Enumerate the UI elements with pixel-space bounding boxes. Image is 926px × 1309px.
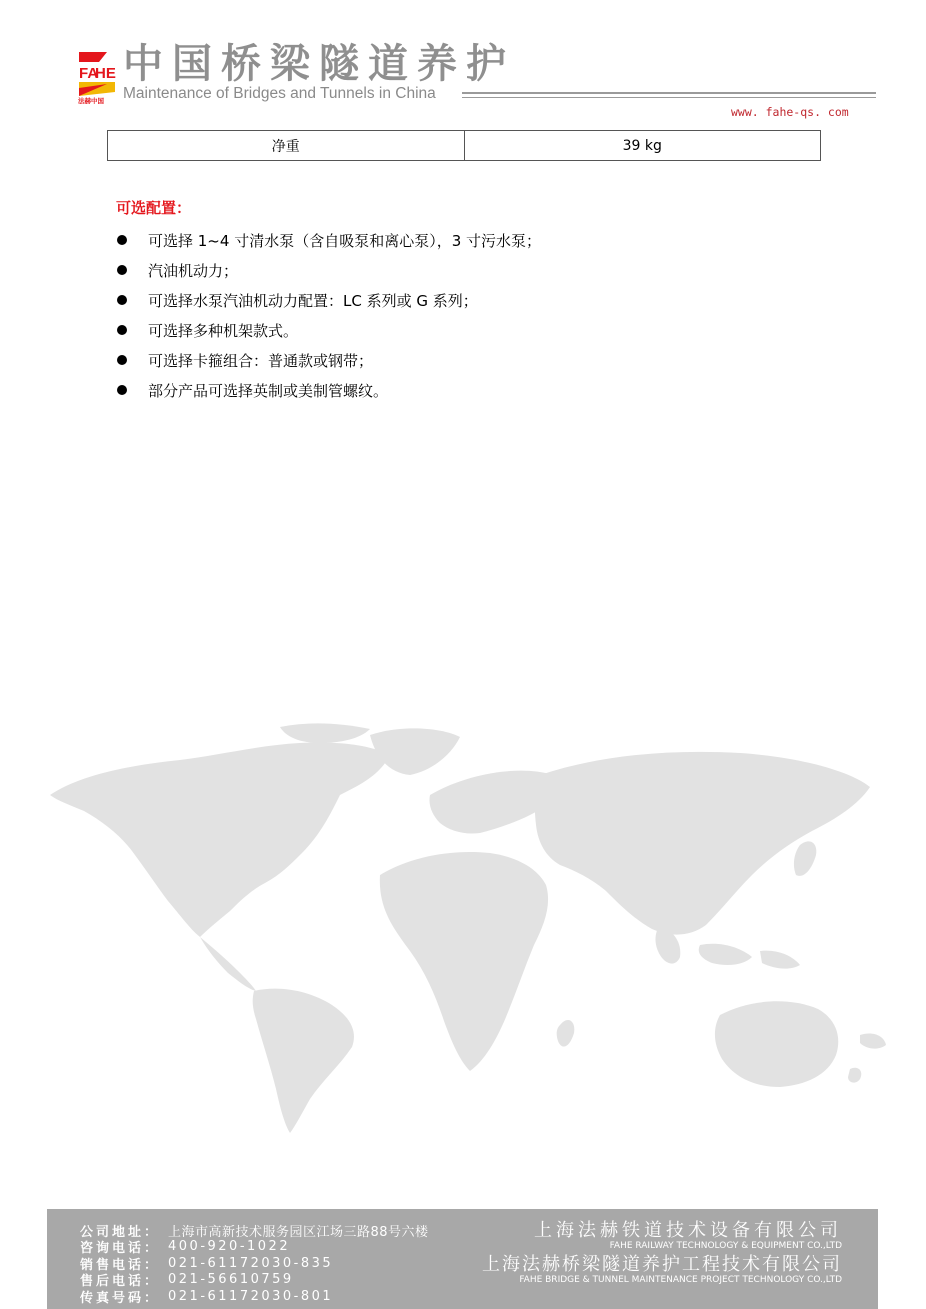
footer [47, 1209, 878, 1309]
options-title: 可选配置： [116, 199, 192, 217]
fahe-logo-icon [77, 44, 117, 104]
header-divider [462, 92, 876, 94]
table-row [108, 131, 821, 161]
bullet-icon [117, 355, 127, 365]
list-item [116, 255, 541, 285]
option-text: 部分产品可选择英制或美制管螺纹。 [148, 381, 389, 400]
svg-text:FA: FA [79, 65, 99, 82]
contact-row-fax [80, 1288, 429, 1305]
list-item [116, 345, 541, 375]
option-text: 可选择多种机架款式。 [148, 321, 299, 340]
list-item [116, 225, 541, 255]
bullet-icon [117, 235, 127, 245]
list-item [116, 375, 541, 405]
bullet-icon [117, 265, 127, 275]
list-item [116, 285, 541, 315]
contact-label: 销售电话： [80, 1257, 161, 1273]
list-item [116, 315, 541, 345]
option-text: 汽油机动力； [148, 261, 239, 280]
contact-label: 售后电话： [80, 1274, 161, 1290]
contact-info [80, 1222, 429, 1305]
spec-value-net-weight: 39 kg [464, 131, 821, 161]
company1-name-cn: 上海法赫铁道技术设备有限公司 [534, 1220, 842, 1241]
options-list [116, 225, 541, 405]
company-names [482, 1221, 842, 1289]
world-map-watermark [40, 715, 890, 1135]
bullet-icon [117, 385, 127, 395]
company1-name-en: FAHE RAILWAY TECHNOLOGY & EQUIPMENT CO.,LTD [609, 1241, 842, 1251]
spec-label-net-weight: 净重 [108, 131, 465, 161]
contact-label: 公司地址： [80, 1224, 161, 1240]
logo-caption: 法赫中国 [78, 97, 104, 104]
contact-value: 上海市高新技术服务园区江场三路88号六楼 [168, 1224, 429, 1240]
svg-text:HE: HE [95, 65, 116, 82]
contact-value: 021-61172030-835 [168, 1255, 334, 1271]
contact-value: 021-61172030-801 [168, 1288, 334, 1304]
contact-row-service-phone [80, 1272, 429, 1289]
contact-value: 021-56610759 [168, 1272, 294, 1288]
contact-row-sales-phone [80, 1255, 429, 1272]
brand-title-cn: 中国桥梁隧道养护 [123, 41, 515, 87]
website-link[interactable]: www. fahe-qs. com [731, 105, 849, 119]
option-text: 可选择 1~4 寸清水泵（含自吸泵和离心泵），3 寸污水泵； [148, 231, 542, 250]
company2-name-cn: 上海法赫桥梁隧道养护工程技术有限公司 [482, 1254, 842, 1275]
contact-label: 传真号码： [80, 1290, 161, 1306]
option-text: 可选择水泵汽油机动力配置：LC 系列或 G 系列； [148, 291, 478, 310]
bullet-icon [117, 295, 127, 305]
contact-row-inquiry-phone [80, 1239, 429, 1256]
contact-value: 400-920-1022 [168, 1239, 291, 1255]
spec-table [107, 130, 821, 161]
header-divider-thin [462, 97, 876, 98]
option-text: 可选择卡箍组合：普通款或钢带； [148, 351, 374, 370]
contact-label: 咨询电话： [80, 1241, 161, 1257]
brand-title-en: Maintenance of Bridges and Tunnels in China [123, 85, 436, 102]
contact-row-address [80, 1222, 429, 1239]
company2-name-en: FAHE BRIDGE & TUNNEL MAINTENANCE PROJECT TECHNOLOGY CO.,LTD [519, 1275, 842, 1285]
bullet-icon [117, 325, 127, 335]
